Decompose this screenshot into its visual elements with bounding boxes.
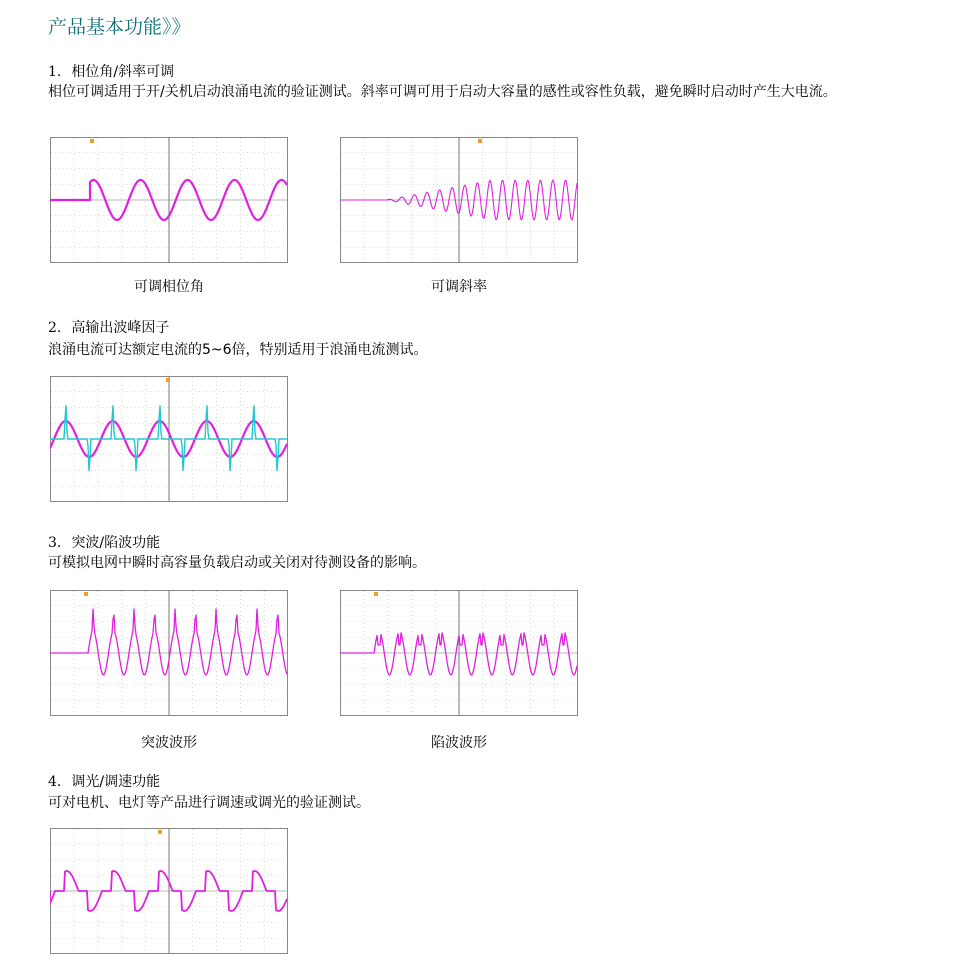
section-2-heading [48, 318, 169, 338]
scope-notch-svg [340, 590, 578, 716]
section-2-number: 2. [48, 320, 62, 336]
trigger-marker [374, 592, 378, 596]
section-1-title: 相位角/斜率可调 [71, 64, 175, 80]
section-3-number: 3. [48, 535, 62, 551]
scope-phase-angle-svg [50, 137, 288, 263]
caption-phase-angle: 可调相位角 [134, 279, 204, 295]
scope-notch [340, 590, 578, 716]
scope-dimming [50, 828, 288, 954]
page-title: 产品基本功能》》 [48, 16, 191, 38]
section-3-heading [48, 533, 160, 553]
section-4-heading [48, 772, 160, 792]
caption-slope: 可调斜率 [431, 279, 487, 295]
section-1-heading [48, 62, 174, 82]
scope-surge [50, 590, 288, 716]
trigger-marker [90, 139, 94, 143]
section-4-title: 调光/调速功能 [71, 774, 161, 790]
section-2-title: 高输出波峰因子 [71, 320, 170, 336]
section-1-number: 1. [48, 64, 62, 80]
scope-dimming-svg [50, 828, 288, 954]
scope-phase-angle [50, 137, 288, 263]
section-2-description: 浪涌电流可达额定电流的5~6倍，特别适用于浪涌电流测试。 [48, 342, 428, 358]
trigger-marker [84, 592, 88, 596]
scope-surge-svg [50, 590, 288, 716]
section-3-title: 突波/陷波功能 [71, 535, 161, 551]
caption-surge: 突波波形 [141, 735, 197, 751]
scope-slope-svg [340, 137, 578, 263]
section-4-description: 可对电机、电灯等产品进行调速或调光的验证测试。 [48, 795, 370, 811]
scope-crest-factor-svg [50, 376, 288, 502]
section-3-description: 可模拟电网中瞬时高容量负载启动或关闭对待测设备的影响。 [48, 555, 426, 571]
scope-slope [340, 137, 578, 263]
trigger-marker [166, 378, 170, 382]
caption-notch: 陷波波形 [431, 735, 487, 751]
scope-crest-factor [50, 376, 288, 502]
trigger-marker [158, 830, 162, 834]
trigger-marker [478, 139, 482, 143]
section-4-number: 4. [48, 774, 62, 790]
section-1-description: 相位可调适用于开/关机启动浪涌电流的验证测试。斜率可调可用于启动大容量的感性或容性负载，避免瞬时启动时产生大电流。 [48, 84, 837, 100]
